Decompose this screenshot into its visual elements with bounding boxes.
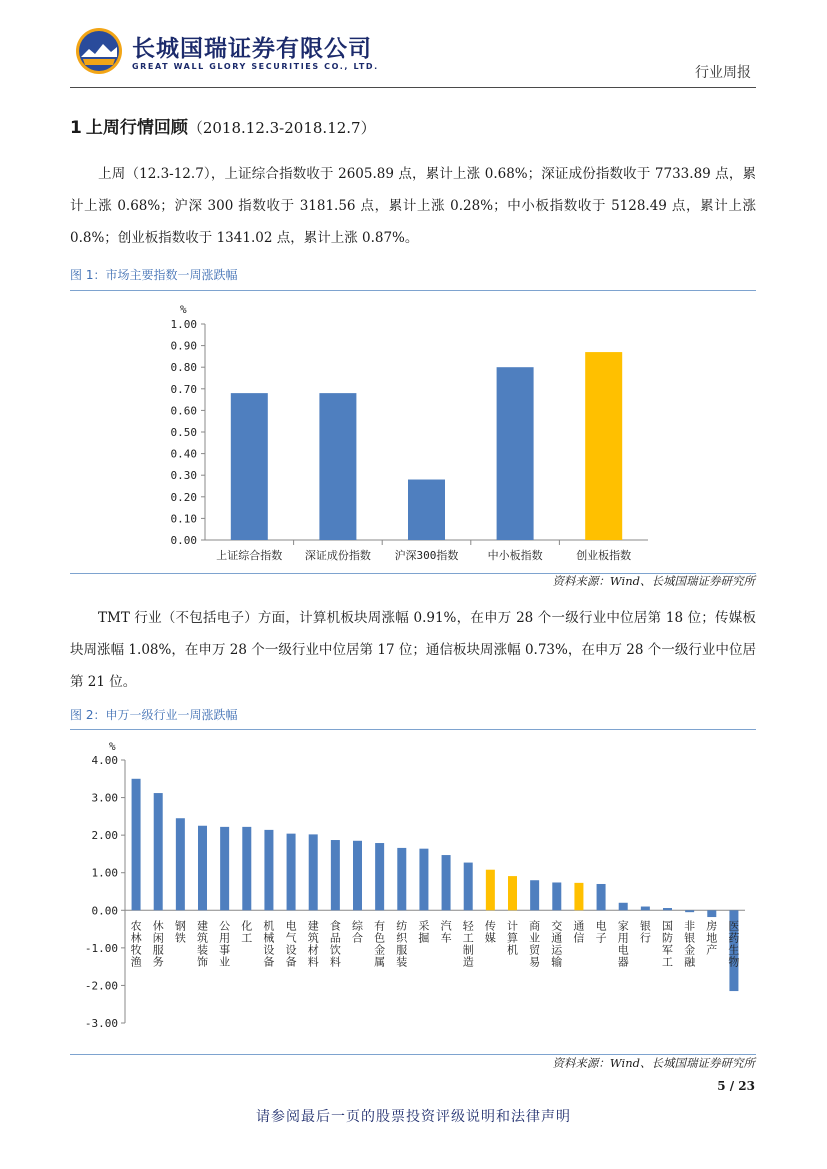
figure-2-title: 图 2：申万一级行业一周涨跌幅 <box>70 708 238 722</box>
x-tick-label: 非银金融 <box>684 919 696 969</box>
bar-18 <box>508 876 517 910</box>
x-tick-label: 汽车 <box>440 919 452 945</box>
y-tick-label: 0.90 <box>170 339 197 353</box>
x-tick-label: 休闲服务 <box>152 919 164 969</box>
y-tick-label: 0.70 <box>170 382 197 396</box>
y-tick-label: -1.00 <box>84 941 118 955</box>
bar-7 <box>264 830 273 910</box>
figure-1-top-rule <box>70 290 756 291</box>
y-tick-label: 3.00 <box>91 791 118 805</box>
figure-1-title: 图 1：市场主要指数一周涨跌幅 <box>70 268 238 282</box>
y-tick-label: 1.00 <box>91 866 118 880</box>
x-tick-label: 医药生物 <box>728 919 740 969</box>
bar-13 <box>397 848 406 910</box>
bar-17 <box>486 870 495 911</box>
y-tick-label: 0.60 <box>170 404 197 418</box>
bar-23 <box>619 903 628 911</box>
x-tick-label: 有色金属 <box>374 919 386 969</box>
x-tick-label: 计算机 <box>507 919 518 957</box>
x-tick-label: 银行 <box>639 919 651 945</box>
x-tick-label: 中小板指数 <box>487 549 543 562</box>
market-summary-text: 上周（12.3-12.7），上证综合指数收于 2605.89 点，累计上涨 0.68%；深证成份指数收于 7733.89 点，累计上涨 0.68%；沪深 300 指数收于 3181.56 点，累计上涨 0.28%；中小板指数收于 5128.49 点，累计上涨 0.8%；创业板指数收于 1341.02 点，累计上涨 0.87%。 <box>70 166 756 246</box>
x-tick-label: 建筑材料 <box>307 919 319 969</box>
x-tick-label: 钢铁 <box>174 919 186 945</box>
x-tick-label: 通信 <box>573 919 585 945</box>
bar-1 <box>132 779 141 911</box>
y-tick-label: -3.00 <box>84 1017 118 1030</box>
market-summary-paragraph <box>70 158 756 254</box>
company-name-en: GREAT WALL GLORY SECURITIES CO., LTD. <box>132 62 379 71</box>
x-tick-label: 公用事业 <box>219 919 231 969</box>
bar-6 <box>242 827 251 910</box>
x-tick-label: 深证成份指数 <box>304 549 371 562</box>
x-tick-label: 食品饮料 <box>329 919 341 969</box>
x-tick-label: 轻工制造 <box>462 919 474 969</box>
index-change-chart <box>70 292 756 572</box>
page-number: 5 / 23 <box>717 1079 755 1093</box>
x-tick-label: 采掘 <box>418 919 430 945</box>
bar-21 <box>574 883 583 910</box>
report-type-label: 行业周报 <box>695 65 751 81</box>
x-tick-label: 传媒 <box>484 919 496 945</box>
y-tick-label: 0.00 <box>91 904 118 918</box>
x-tick-label: 建筑装饰 <box>197 919 208 969</box>
bar-4 <box>198 826 207 911</box>
tmt-summary-paragraph <box>70 602 756 698</box>
x-tick-label: 化工 <box>241 919 253 945</box>
industry-change-chart <box>70 732 756 1052</box>
section-title <box>70 113 376 138</box>
company-name-cn: 长城国瑞证券有限公司 <box>132 36 372 62</box>
bar-2 <box>319 393 356 540</box>
x-tick-label: 家用电器 <box>617 919 629 969</box>
bar-3 <box>176 818 185 910</box>
x-tick-label: 综合 <box>352 919 363 945</box>
bar-20 <box>552 882 561 910</box>
y-tick-label: -2.00 <box>84 979 118 993</box>
y-tick-label: 0.50 <box>170 426 197 439</box>
company-logo <box>75 27 123 75</box>
x-tick-label: 国防军工 <box>662 919 673 969</box>
bar-1 <box>231 393 268 540</box>
y-tick-label: 0.10 <box>170 512 197 526</box>
bar-8 <box>287 834 296 911</box>
x-tick-label: 机械设备 <box>263 919 275 969</box>
y-tick-label: 4.00 <box>91 754 118 767</box>
x-tick-label: 上证综合指数 <box>216 549 283 562</box>
bar-25 <box>663 908 672 910</box>
bar-5 <box>585 352 622 540</box>
y-tick-label: 2.00 <box>91 829 118 843</box>
y-axis-unit: % <box>180 303 187 316</box>
x-tick-label: 沪深300指数 <box>394 549 459 562</box>
bar-11 <box>353 841 362 911</box>
y-axis-unit: % <box>109 740 116 753</box>
x-tick-label: 农林牧渔 <box>130 919 142 969</box>
footer-disclaimer: 请参阅最后一页的股票投资评级说明和法律声明 <box>256 1109 571 1125</box>
bar-15 <box>442 855 451 910</box>
bar-27 <box>707 910 716 917</box>
figure-1-source: 资料来源：Wind、长城国瑞证券研究所 <box>552 574 755 588</box>
section-period: （2018.12.3-2018.12.7） <box>187 119 376 137</box>
figure-2-top-rule <box>70 729 756 730</box>
y-tick-label: 0.80 <box>170 361 197 375</box>
tmt-summary-text: TMT 行业（不包括电子）方面，计算机板块周涨幅 0.91%，在申万 28 个一级行业中位居第 18 位；传媒板块周涨幅 1.08%，在申万 28 个一级行业中位居第 17 位；通信板块周涨幅 0.73%，在申万 28 个一级行业中位居第 21 位。 <box>70 610 756 690</box>
bar-14 <box>419 849 428 911</box>
x-tick-label: 电气设备 <box>285 919 297 969</box>
bar-24 <box>641 907 650 911</box>
x-tick-label: 创业板指数 <box>576 549 632 562</box>
y-tick-label: 0.00 <box>170 534 197 547</box>
section-title-text: 上周行情回顾 <box>85 118 188 138</box>
bar-22 <box>597 884 606 910</box>
bar-10 <box>331 840 340 910</box>
x-tick-label: 商业贸易 <box>529 919 541 969</box>
x-tick-label: 房地产 <box>706 919 718 957</box>
bar-4 <box>497 367 534 540</box>
x-tick-label: 交通运输 <box>551 919 563 969</box>
section-number: 1 <box>70 118 82 138</box>
x-tick-label: 电子 <box>595 919 607 945</box>
y-tick-label: 1.00 <box>170 318 197 331</box>
y-tick-label: 0.20 <box>170 490 197 504</box>
x-tick-label: 纺织服装 <box>396 919 408 969</box>
bar-2 <box>154 793 163 910</box>
bar-12 <box>375 843 384 910</box>
bar-16 <box>464 863 473 911</box>
bar-3 <box>408 480 445 540</box>
y-tick-label: 0.40 <box>170 447 197 461</box>
bar-5 <box>220 827 229 910</box>
figure-2-source: 资料来源：Wind、长城国瑞证券研究所 <box>552 1056 755 1070</box>
bar-26 <box>685 910 694 912</box>
bar-9 <box>309 834 318 910</box>
y-tick-label: 0.30 <box>170 469 197 483</box>
bar-19 <box>530 880 539 910</box>
header-divider <box>70 87 756 88</box>
